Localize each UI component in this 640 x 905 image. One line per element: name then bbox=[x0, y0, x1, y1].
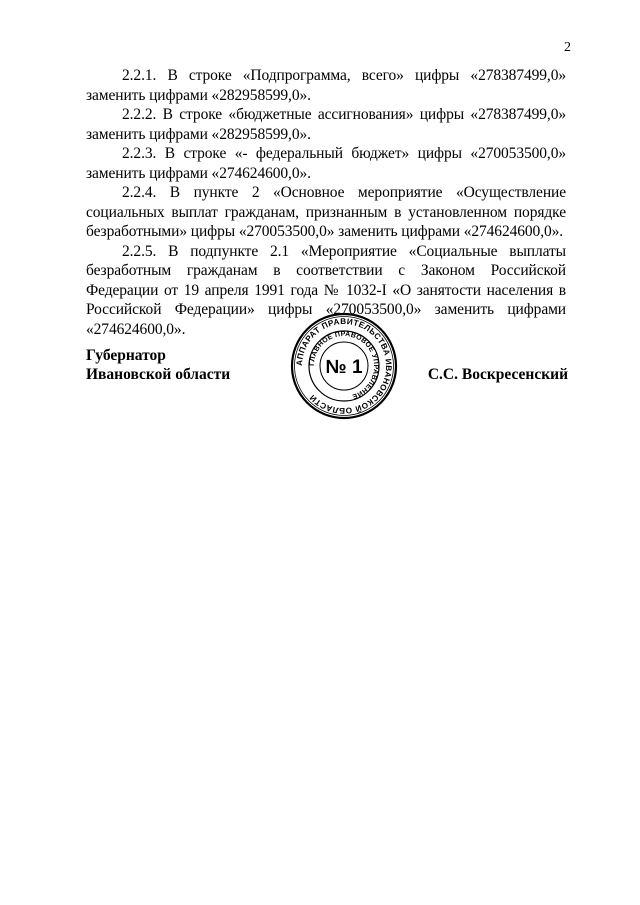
seal-center-number: № 1 bbox=[325, 357, 363, 378]
seal-inner-text: ГЛАВНОЕ ПРАВОВОЕ УПРАВЛЕНИЕ bbox=[308, 330, 380, 400]
page-number: 2 bbox=[564, 40, 571, 55]
paragraph-2-2-4: 2.2.4. В пункте 2 «Основное мероприятие «Осуществление социальных выплат гражданам, признанным в установленном порядке безработными» цифры «270053500,0» заменить цифрами «274624600,0». bbox=[86, 184, 566, 240]
paragraph-2-2-2: 2.2.2. В строке «бюджетные ассигнования» цифры «278387499,0» заменить цифрами «282958599,0». bbox=[86, 106, 566, 143]
signer-title-line-1: Губернатор bbox=[86, 347, 166, 364]
signer-title bbox=[86, 346, 230, 384]
official-seal bbox=[290, 312, 398, 420]
paragraph-2-2-1: 2.2.1. В строке «Подпрограмма, всего» цифры «278387499,0» заменить цифрами «282958599,0». bbox=[86, 67, 566, 104]
signer-title-line-2: Ивановской области bbox=[86, 366, 231, 383]
signature-block bbox=[86, 312, 568, 432]
document-body bbox=[86, 66, 566, 339]
seal-outer-text: АППАРАТ ПРАВИТЕЛЬСТВА ИВАНОВСКОЙ ОБЛАСТИ bbox=[294, 316, 394, 416]
paragraph-2-2-3: 2.2.3. В строке «- федеральный бюджет» цифры «270053500,0» заменить цифрами «274624600,0». bbox=[86, 145, 566, 182]
paragraph-2-2-5: 2.2.5. В подпункте 2.1 «Мероприятие «Социальные выплаты безработным гражданам в соответствии с Законом Российской Федерации от 19 апреля 1991 года № 1032-I «О занятости населения в Российской Федерации» цифры «270053500,0» заменить цифрами «274624600,0». bbox=[86, 242, 566, 338]
signer-name: С.С. Воскресенский bbox=[427, 366, 568, 383]
seal-graphic bbox=[290, 312, 398, 420]
